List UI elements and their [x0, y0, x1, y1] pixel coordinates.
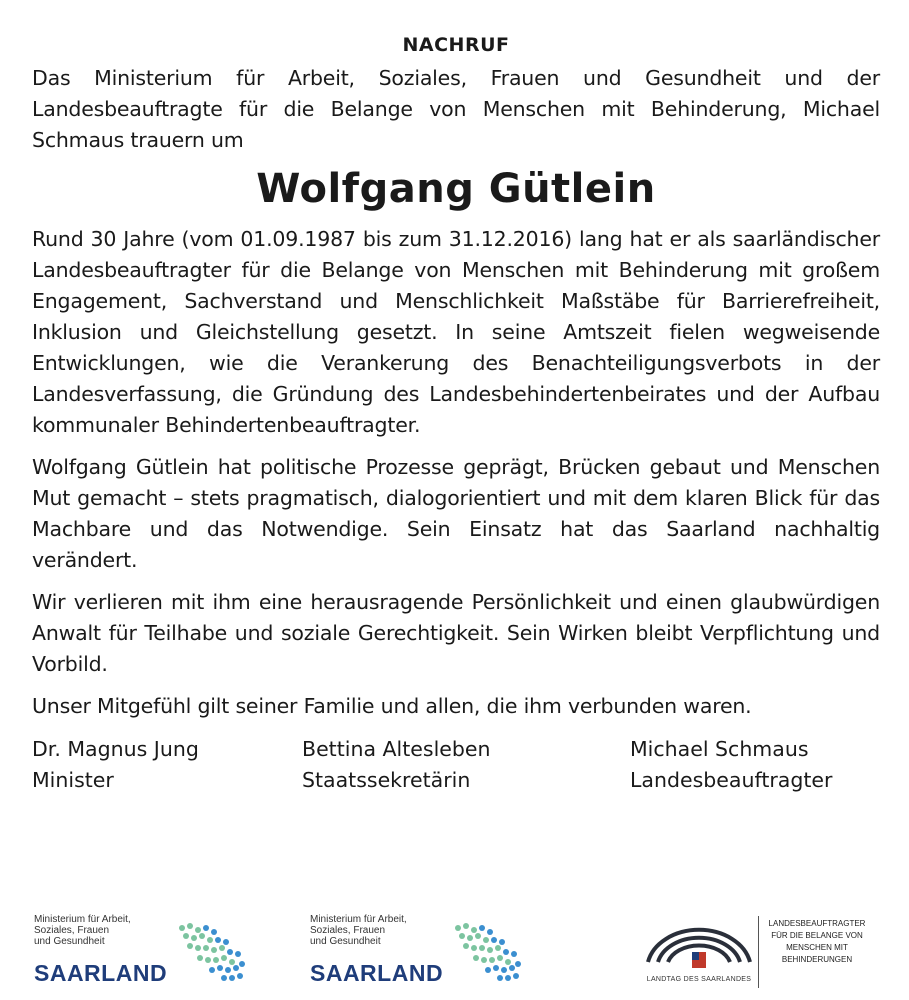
paragraph-career: Rund 30 Jahre (vom 01.09.1987 bis zum 31.12.2016) lang hat er als saarländischer Landesbeauftragter für die Belange von Menschen mit Behinderung mit großem Engagement, Sachverstand und Menschlichkeit Maßstäbe für Barrierefreiheit, Inklusion und Gleichstellung gesetzt. In seine Amtszeit fielen wegweisende Entwicklungen, wie die Verankerung des Benachteiligungsverbots in der Landesverfassung, die Gründung des Landesbehindertenbeirates und der Aufbau kommunaler Behindertenbeauftragter. — [32, 227, 880, 437]
commissioner-logo-text: LANDESBEAUFTRAGTER FÜR DIE BELANGE VON MENSCHEN MIT BEHINDERUNGEN — [768, 919, 866, 964]
ministry-logo-2 — [306, 912, 536, 994]
signature-commissioner — [630, 734, 832, 796]
notice-heading: NACHRUF — [402, 34, 510, 56]
ministry-logo-1 — [30, 912, 260, 994]
ministry-logo-text: Ministerium für Arbeit, Soziales, Frauen und Gesundheit — [34, 914, 131, 947]
signature-state-secretary — [302, 734, 491, 796]
landtag-arches-icon — [640, 912, 758, 974]
signature-minister — [32, 734, 199, 796]
ministry-logo-text: Ministerium für Arbeit, Soziales, Frauen und Gesundheit — [310, 914, 407, 947]
signature-role: Landesbeauftragter — [630, 768, 833, 792]
deceased-name: Wolfgang Gütlein — [256, 166, 656, 212]
signature-block — [32, 734, 880, 796]
signature-role: Minister — [32, 768, 114, 792]
saarland-map-dots-icon — [446, 918, 536, 988]
saarland-wordmark: SAARLAND — [310, 960, 444, 986]
saarland-map-dots-icon — [170, 918, 260, 988]
logo-row — [0, 912, 909, 1000]
paragraph-condolence: Unser Mitgefühl gilt seiner Familie und allen, die ihm verbunden waren. — [32, 694, 752, 718]
paragraph-loss: Wir verlieren mit ihm eine herausragende Persönlichkeit und einen glaubwürdigen Anwalt für Teilhabe und soziale Gerechtigkeit. Sein Wirken bleibt Verpflichtung und Vorbild. — [32, 590, 880, 676]
paragraph-legacy: Wolfgang Gütlein hat politische Prozesse geprägt, Brücken gebaut und Menschen Mut gemacht – stets pragmatisch, dialogorientiert und mit dem klaren Blick für das Machbare und das Notwendige. Sein Einsatz hat das Saarland nachhaltig verändert. — [32, 455, 880, 572]
logo-divider — [758, 916, 759, 988]
saarland-wordmark: SAARLAND — [34, 960, 168, 986]
signature-name: Dr. Magnus Jung — [32, 737, 199, 761]
signature-name: Michael Schmaus — [630, 737, 809, 761]
landtag-logo — [640, 912, 890, 996]
signature-role: Staatssekretärin — [302, 768, 471, 792]
landtag-name: LANDTAG DES SAARLANDES — [646, 976, 752, 983]
intro-text: Das Ministerium für Arbeit, Soziales, Frauen und Gesundheit und der Landesbeauftragte für die Belange von Menschen mit Behinderung, Michael Schmaus trauern um — [32, 66, 880, 152]
obituary-notice — [32, 0, 880, 796]
signature-name: Bettina Altesleben — [302, 737, 491, 761]
